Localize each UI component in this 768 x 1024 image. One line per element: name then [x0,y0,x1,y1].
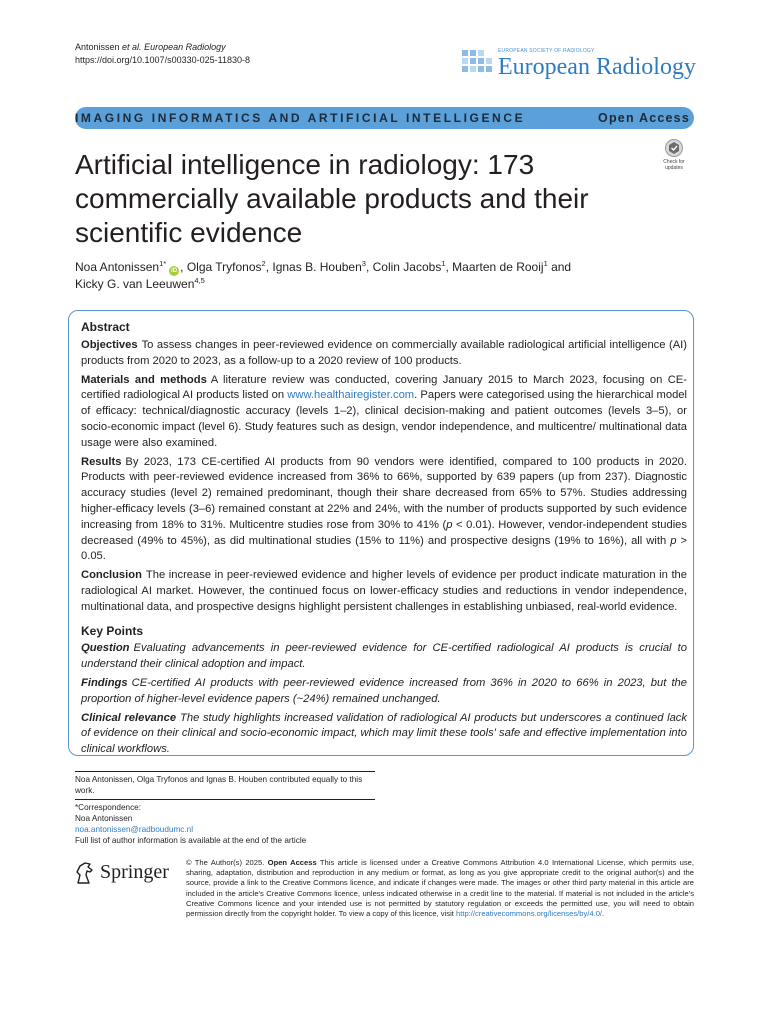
society-name: EUROPEAN SOCIETY OF RADIOLOGY [498,48,595,54]
citation-line [75,41,250,54]
affiliation-note: Full list of author information is available at the end of the article [75,836,307,845]
findings-text: CE-certified AI products with peer-reviewed evidence increased from 36% in 2020 to 66% in 2023, but the proportion of higher-level evidence papers (~24%) remained unchanged. [81,676,687,705]
license-end: . [602,909,605,919]
author-name: Maarten de Rooij [452,260,544,274]
author-affiliation: 1 [543,259,548,268]
author-name: Olga Tryfonos [186,260,262,274]
article-title: Artificial intelligence in radiology: 173 commercially available products and their scientific evidence [75,149,589,248]
abstract-box [68,310,694,756]
citation-journal: European Radiology [144,42,226,52]
conclusion-label: Conclusion [81,569,142,582]
author-affiliation: 4,5 [194,276,205,285]
key-point-relevance [81,711,687,758]
springer-wordmark: Springer [100,861,169,883]
author-list: Noa Antonissen$^{1*}$iD , Olga Tryfonos$^2$, Ignas B. Houben$^3$, Colin Jacobs$^1$, Maarten de Rooij$^1$ and Kicky G. van Leeuwen$^{4,5}$ [75,259,572,291]
relevance-text: The study highlights increased validation of radiological AI products but underscores a continued lack of evidence on their clinical and socio-economic impact, which may limit these tools' safe and effective implementation into clinical workflows. [81,711,687,756]
running-citation [75,41,250,67]
author-affiliation: 1* [159,259,167,268]
results-label: Results [81,455,122,468]
citation-author: Antonissen [75,42,120,52]
springer-horse-icon [74,861,96,885]
section-banner [75,107,694,129]
correspondence-label: *Correspondence: [75,803,141,812]
results-text: By 2023, 173 CE-certified AI products from 90 vendors were identified, compared to 100 products in 2020. Products with peer-reviewed evidence increased from 36% to 66%, supported by 639 papers (up from 237). Diagnostic accuracy studies (level 2) remained predominant, though their share decreased from 65% to 57%. Studies addressing higher-efficacy levels (3–6) remained constant at 22% and 24%, with the number of products supported by such evidence increasing from 18% to 31%. Multicentre studies rose from 30% to 41% ( [81,455,687,531]
author-affiliation: 2 [261,259,266,268]
license-url[interactable]: http://creativecommons.org/licenses/by/4.0/ [456,909,603,919]
methods-text-cont: . Papers were categorised using the hierarchical model of efficacy: technical/diagnostic accuracy (levels 1–2), clinical decision-making and patient outcomes (levels 3–5), or socio-economic impact (level 6). Study features such as design, vendor independence, and multicentre/ multinational data usage were also examined. [81,389,688,449]
abstract-content [81,319,687,761]
license-statement [186,858,694,919]
contribution-note: Noa Antonissen, Olga Tryfonos and Ignas B. Houben contributed equally to this work. [75,775,363,795]
section-label: IMAGING INFORMATICS AND ARTIFICIAL INTELLIGENCE [75,111,526,125]
license-open-access: Open Access [267,858,317,867]
findings-label: Findings [81,676,128,689]
footnote-divider [75,799,375,800]
citation-et-al: et al. [122,42,142,52]
question-text: Evaluating advancements in peer-reviewed evidence for CE-certified radiological AI products is crucial to understand their clinical adoption and impact. [81,642,687,671]
correspondence-email[interactable]: noa.antonissen@radboudumc.nl [75,825,194,834]
methods-label: Materials and methods [81,373,207,386]
results-text-end: > 0.05. [81,534,687,563]
abstract-conclusion [81,568,687,615]
author-name: Kicky G. van Leeuwen [75,277,195,291]
key-point-findings [81,676,687,708]
key-point-question [81,641,687,673]
author-name: Noa Antonissen [75,260,160,274]
journal-logo-icon [462,50,494,78]
correspondence-note [75,802,395,846]
license-body: This article is licensed under a Creative Commons Attribution 4.0 International License, which permits use, sharing, adaptation, distribution and reproduction in any medium or format, as long as you give appropriate credit to the original author(s) and the source, provide a link to the Creative Commons licence, and indicate if changes were made. The images or other third party material in this article are included in the article's Creative Commons licence, unless indicated otherwise in a credit line to the material. If material is not included in the article's Creative Commons licence and your intended use is not permitted by statutory regulation or exceeds the permitted use, you will need to obtain permission directly from the copyright holder. To view a copy of this licence, visit [186,858,694,919]
check-updates-label: Check for updates [663,159,685,171]
question-label: Question [81,642,130,655]
orcid-icon[interactable]: iD [171,268,178,274]
author-affiliation: 1 [441,259,446,268]
authors-conjunction: and [551,260,572,274]
author-affiliation: 3 [361,259,366,268]
abstract-objectives [81,338,687,370]
p-value-symbol: p [670,534,677,547]
doi-link[interactable]: https://doi.org/10.1007/s00330-025-11830-8 [75,55,250,65]
footnote-divider [75,771,375,772]
abstract-heading: Abstract [81,320,130,334]
open-access-label: Open Access [598,111,690,125]
check-for-updates-badge[interactable] [656,139,692,175]
relevance-label: Clinical relevance [81,711,177,724]
healthairegister-link[interactable]: www.healthairegister.com [287,389,415,402]
conclusion-text: The increase in peer-reviewed evidence and higher levels of evidence per product indicate maturation in the radiological AI market. However, the continued focus on lower-efficacy studies and reductions in vendor independence, multinational data, and prospective designs highlight persistent challenges in establishing unbiased, real-world evidence. [81,569,687,613]
journal-title: European Radiology [498,54,696,80]
correspondence-name: Noa Antonissen [75,814,133,823]
abstract-methods [81,373,687,452]
author-name: Ignas B. Houben [272,260,362,274]
objectives-label: Objectives [81,339,138,351]
check-updates-icon [656,139,692,159]
objectives-text: To assess changes in peer-reviewed evidence on commercially available radiological artificial intelligence (AI) products from 2020 to 2023, as a follow-up to a 2020 review of 100 products. [81,339,687,367]
results-text-cont: < 0.01). However, vendor-independent studies decreased (49% to 45%), as did multinational studies (15% to 11%) and prospective designs (19% to 16%), all with [81,518,687,547]
abstract-results [81,455,687,566]
p-value-symbol: p [446,518,453,531]
journal-logo [462,46,694,84]
copyright-text: © The Author(s) 2025. [186,858,265,867]
key-points-heading: Key Points [81,623,144,638]
methods-text: A literature review was conducted, covering January 2015 to March 2023, focusing on CE-certified radiological AI products listed on [81,373,687,402]
publisher-logo [74,861,174,887]
author-name: Colin Jacobs [372,260,442,274]
